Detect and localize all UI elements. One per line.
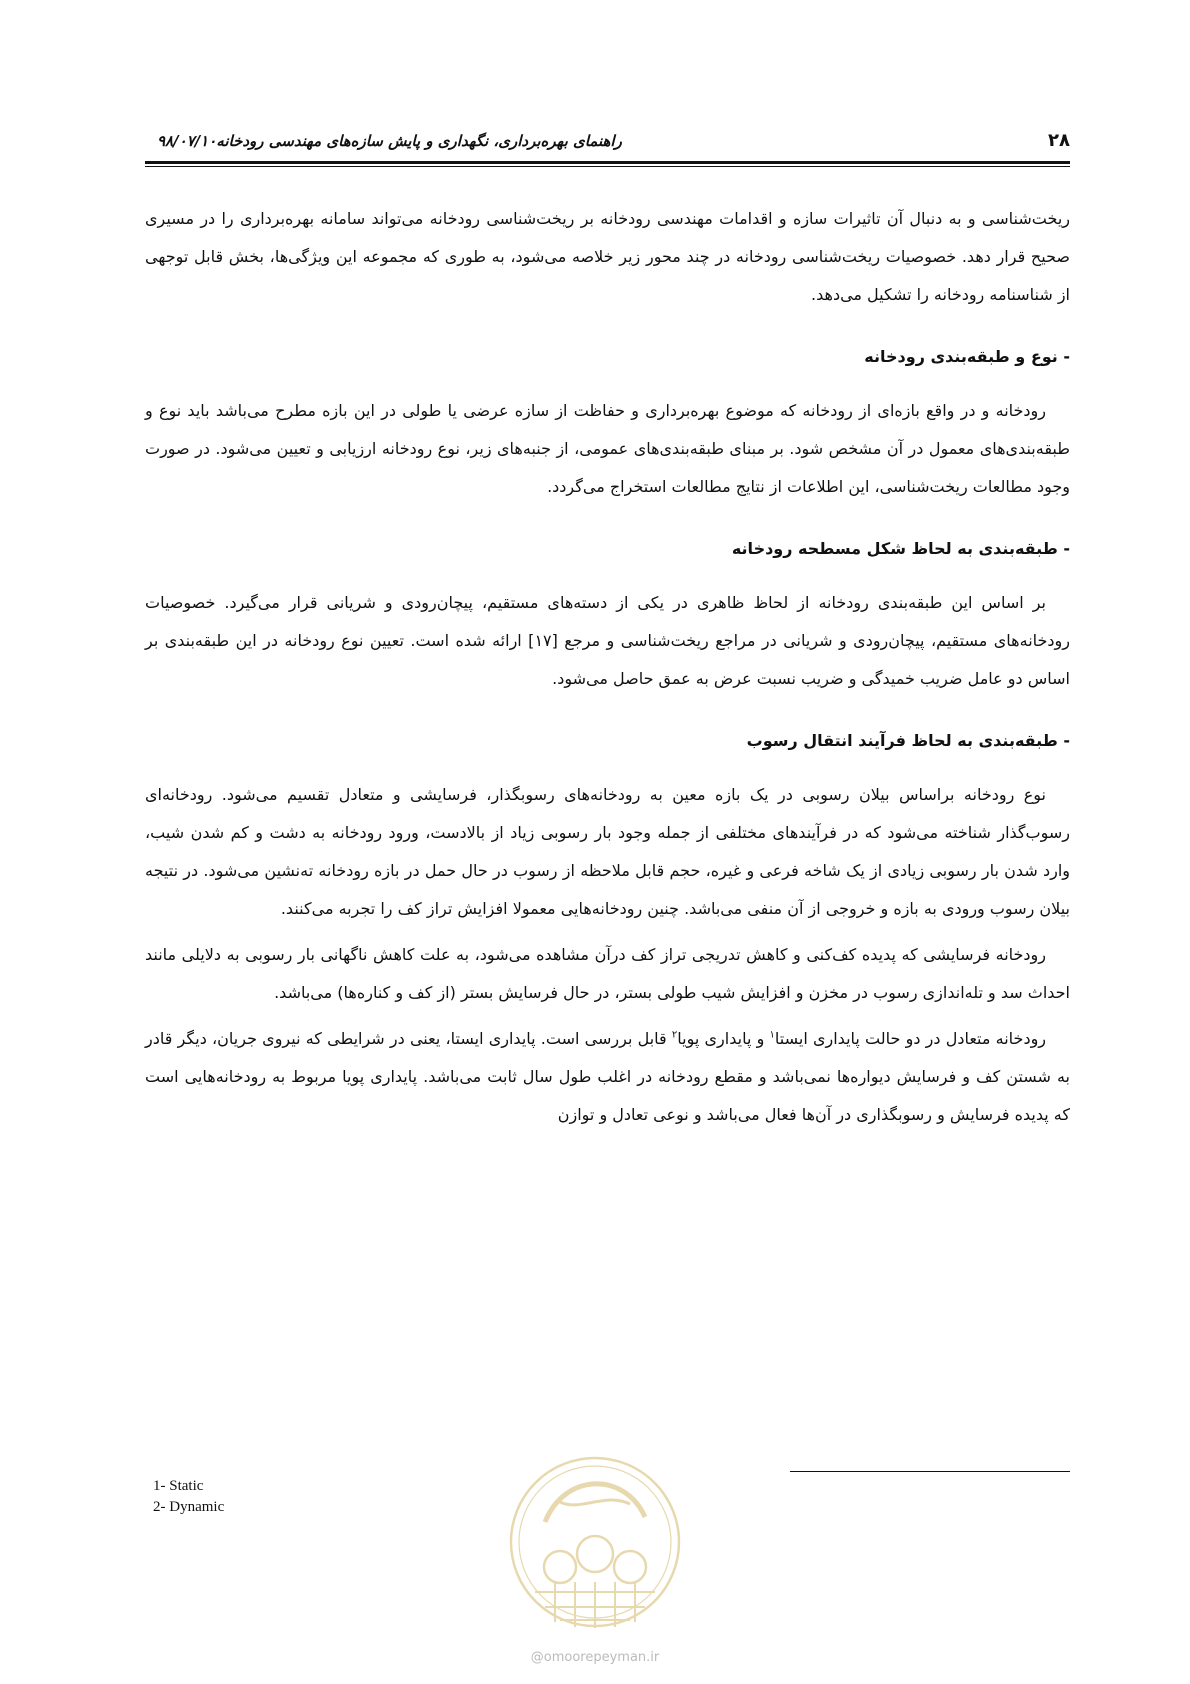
- footnotes: [153, 1476, 224, 1518]
- body-text: [145, 200, 1070, 1134]
- paragraph-sediment-3-a: رودخانه متعادل در دو حالت پایداری ایستا: [774, 1029, 1047, 1048]
- footnote-2: 2- Dynamic: [153, 1499, 225, 1515]
- header-rule-thick: [145, 161, 1070, 164]
- header-rule-thin: [145, 166, 1070, 167]
- section-heading-plan-form: - طبقه‌بندی به لحاظ شکل مسطحه رودخانه: [731, 539, 1070, 558]
- footnote-ref-1[interactable]: ۱: [769, 1029, 775, 1041]
- footnote-ref-2[interactable]: ۲: [671, 1029, 678, 1041]
- footnote-separator: [790, 1471, 1070, 1472]
- paragraph-sediment-2: رودخانه فرسایشی که پدیده کف‌کنی و کاهش تدریجی تراز کف درآن مشاهده می‌شود، به علت کاهش ناگهانی بار رسوبی به دلایلی مانند احداث سد و تله‌اندازی رسوب در مخزن و افزایش شیب طولی بستر، در حال فرسایش بستر (از کف و کناره‌ها) می‌باشد.: [145, 945, 1070, 1002]
- publisher-seal-watermark: [505, 1442, 685, 1647]
- header-date: ۹۸/۰۷/۱۰: [157, 132, 217, 150]
- running-title-text: راهنمای بهره‌برداری، نگهداری و پایش سازه‌های مهندسی رودخانه: [216, 132, 622, 150]
- paragraph-sediment-3: [145, 1020, 1070, 1134]
- section-heading-river-type: - نوع و طبقه‌بندی رودخانه: [864, 347, 1070, 366]
- section-heading-sediment: - طبقه‌بندی به لحاظ فرآیند انتقال رسوب: [746, 731, 1070, 750]
- footnote-1: 1- Static: [153, 1478, 204, 1494]
- intro-paragraph: ریخت‌شناسی و به دنبال آن تاثیرات سازه و اقدامات مهندسی رودخانه بر ریخت‌شناسی رودخانه می‌تواند سامانه بهره‌برداری را در مسیری صحیح قرار دهد. خصوصیات ریخت‌شناسی رودخانه در چند محور زیر خلاصه می‌شود، به طوری که مجموعه این ویژگی‌ها، بخش قابل توجهی از شناسنامه رودخانه را تشکیل می‌دهد.: [145, 209, 1070, 304]
- paragraph-river-type: رودخانه و در واقع بازه‌ای از رودخانه که موضوع بهره‌برداری و حفاظت از سازه عرضی یا طولی در این بازه مطرح می‌باشد باید نوع و طبقه‌بندی‌های معمول در آن مشخص شود. بر مبنای طبقه‌بندی‌های عمومی، از جنبه‌های زیر، نوع رودخانه ارزیابی و تعیین می‌شود. در صورت وجود مطالعات ریخت‌شناسی، این اطلاعات از نتایج مطالعات استخراج می‌گردد.: [145, 401, 1070, 496]
- running-title: [145, 132, 622, 150]
- page-number: ۲۸: [1048, 130, 1070, 151]
- page-header: [145, 128, 1070, 158]
- watermark-url: @omoorepeyman.ir: [530, 1650, 660, 1665]
- paragraph-sediment-3-c: قابل بررسی است. پایداری ایستا، یعنی در شرایطی که نیروی جریان، دیگر قادر به شستن کف و فرسایش دیواره‌ها نمی‌باشد و مقطع رودخانه در اغلب طول سال ثابت می‌باشد. پایداری پویا مربوط به رودخانه‌هایی است که پدیده فرسایش و رسوبگذاری در آن‌ها فعال می‌باشد و نوعی تعادل و توازن: [145, 1029, 1070, 1124]
- paragraph-sediment-1: نوع رودخانه براساس بیلان رسوبی در یک بازه معین به رودخانه‌های رسوبگذار، فرسایشی و متعادل تقسیم می‌شود. رودخانه‌ای رسوب‌گذار شناخته می‌شود که در فرآیندهای مختلفی از جمله وجود بار رسوبی زیاد از بالادست، ورود رودخانه به دشت و کم شدن شیب، وارد شدن بار رسوبی زیادی از یک شاخه فرعی و غیره، حجم قابل ملاحظه از رسوب در حال حمل در بازه رودخانه ته‌نشین می‌شود. در نتیجه بیلان رسوب ورودی به بازه و خروجی از آن منفی می‌باشد. چنین رودخانه‌هایی معمولا افزایش تراز کف را تجربه می‌کنند.: [145, 785, 1070, 918]
- paragraph-sediment-3-b: و پایداری پویا: [677, 1029, 770, 1048]
- paragraph-plan-form: بر اساس این طبقه‌بندی رودخانه از لحاظ ظاهری در یکی از دسته‌های مستقیم، پیچان‌رودی و شریانی قرار می‌گیرد. خصوصیات رودخانه‌های مستقیم، پیچان‌رودی و شریانی در مراجع ریخت‌شناسی و مرجع [۱۷] ارائه شده است. تعیین نوع رودخانه در این طبقه‌بندی بر اساس دو عامل ضریب خمیدگی و ضریب نسبت عرض به عمق حاصل می‌شود.: [145, 593, 1070, 688]
